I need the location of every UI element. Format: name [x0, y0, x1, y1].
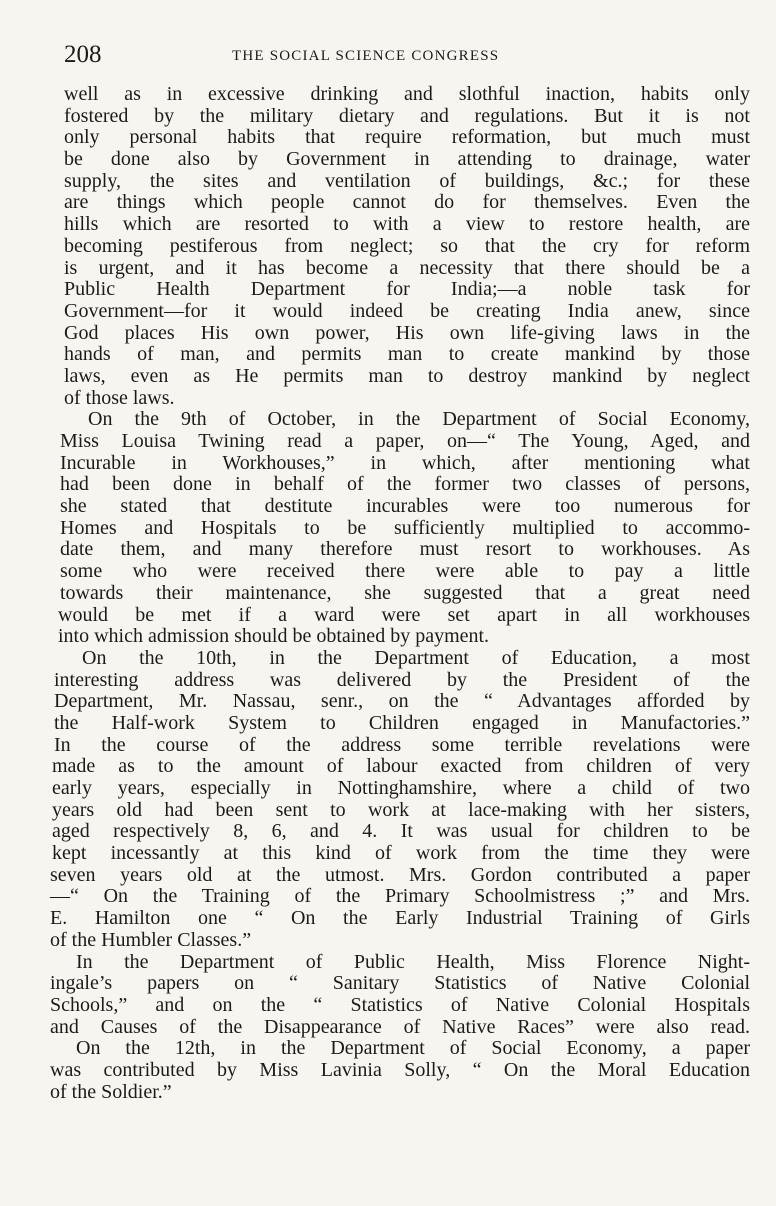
text-line: seven years old at the utmost. Mrs. Gordon contributed a paper	[50, 863, 750, 886]
text-line: Government—for it would indeed be creating India anew, since	[64, 299, 750, 322]
text-line: interesting address was delivered by the President of the	[54, 668, 750, 691]
text-line: Miss Louisa Twining read a paper, on—“ The Young, Aged, and	[60, 430, 750, 452]
text-line: had been done in behalf of the former two classes of persons,	[60, 473, 750, 496]
text-line: Schools,” and on the “ Statistics of Native Colonial Hospitals	[50, 993, 750, 1016]
text-line: On the 10th, in the Department of Education, a most	[82, 646, 750, 669]
text-line: aged respectively 8, 6, and 4. It was usual for children to be	[52, 820, 750, 843]
text-line: she stated that destitute incurables were too numerous for	[60, 495, 750, 518]
text-line: of the Soldier.”	[50, 1080, 172, 1103]
body-text	[50, 84, 750, 1103]
text-line: of the Humbler Classes.”	[50, 928, 252, 951]
text-line: would be met if a ward were set apart in all workhouses	[58, 603, 750, 626]
text-line: and Causes of the Disappearance of Native Races” were also read.	[50, 1015, 750, 1038]
text-line: Department, Mr. Nassau, senr., on the “ Advantages afforded by	[54, 690, 750, 713]
text-line: Incurable in Workhouses,” in which, after mentioning what	[60, 451, 750, 474]
text-line: years old had been sent to work at lace-making with her sisters,	[52, 798, 750, 821]
text-line: —“ On the Training of the Primary Schoolmistress ;” and Mrs.	[50, 885, 750, 908]
text-line: the Half-work System to Children engaged in Manufactories.”	[54, 711, 750, 734]
text-line: In the Department of Public Health, Miss Florence Night-	[76, 950, 750, 973]
text-line: was contributed by Miss Lavinia Solly, “ On the Moral Education	[50, 1058, 750, 1081]
text-line: into which admission should be obtained by payment.	[58, 625, 490, 648]
text-line: hands of man, and permits man to create mankind by those	[64, 343, 750, 366]
text-line: In the course of the address some terrible revelations were	[54, 733, 750, 756]
text-line: becoming pestiferous from neglect; so that the cry for reform	[64, 234, 750, 257]
text-line: laws, even as He permits man to destroy mankind by neglect	[64, 364, 750, 387]
text-line: date them, and many therefore must resort to workhouses. As	[60, 538, 750, 561]
text-line: are things which people cannot do for themselves. Even the	[64, 191, 750, 214]
text-line: God places His own power, His own life-giving laws in the	[64, 321, 750, 344]
text-line: some who were received there were able to pay a little	[60, 560, 750, 583]
text-line: towards their maintenance, she suggested that a great need	[60, 581, 750, 604]
text-line: On the 12th, in the Department of Social Economy, a paper	[76, 1037, 750, 1060]
text-line: Homes and Hospitals to be sufficiently multiplied to accommo-	[60, 516, 750, 539]
running-head	[64, 40, 750, 70]
running-title: THE SOCIAL SCIENCE CONGRESS	[232, 48, 500, 64]
text-line: kept incessantly at this kind of work from the time they were	[52, 842, 750, 865]
text-line: of those laws.	[64, 386, 175, 409]
text-line: only personal habits that require reformation, but much must	[64, 126, 750, 149]
text-line: early years, especially in Nottinghamshire, where a child of two	[52, 777, 750, 799]
text-line: made as to the amount of labour exacted from children of very	[52, 755, 750, 778]
text-line: On the 9th of October, in the Department of Social Economy,	[88, 408, 750, 431]
text-line: is urgent, and it has become a necessity that there should be a	[64, 256, 750, 279]
text-line: be done also by Government in attending to drainage, water	[64, 148, 750, 171]
text-line: fostered by the military dietary and regulations. But it is not	[64, 104, 750, 127]
text-line: Public Health Department for India;—a noble task for	[64, 278, 750, 301]
text-line: well as in excessive drinking and slothful inaction, habits only	[64, 83, 750, 105]
text-line: supply, the sites and ventilation of buildings, &c.; for these	[64, 169, 750, 192]
text-line: ingale’s papers on “ Sanitary Statistics of Native Colonial	[50, 972, 750, 995]
text-line: E. Hamilton one “ On the Early Industrial Training of Girls	[50, 907, 750, 930]
page-number: 208	[64, 41, 102, 68]
text-line: hills which are resorted to with a view to restore health, are	[64, 213, 750, 236]
